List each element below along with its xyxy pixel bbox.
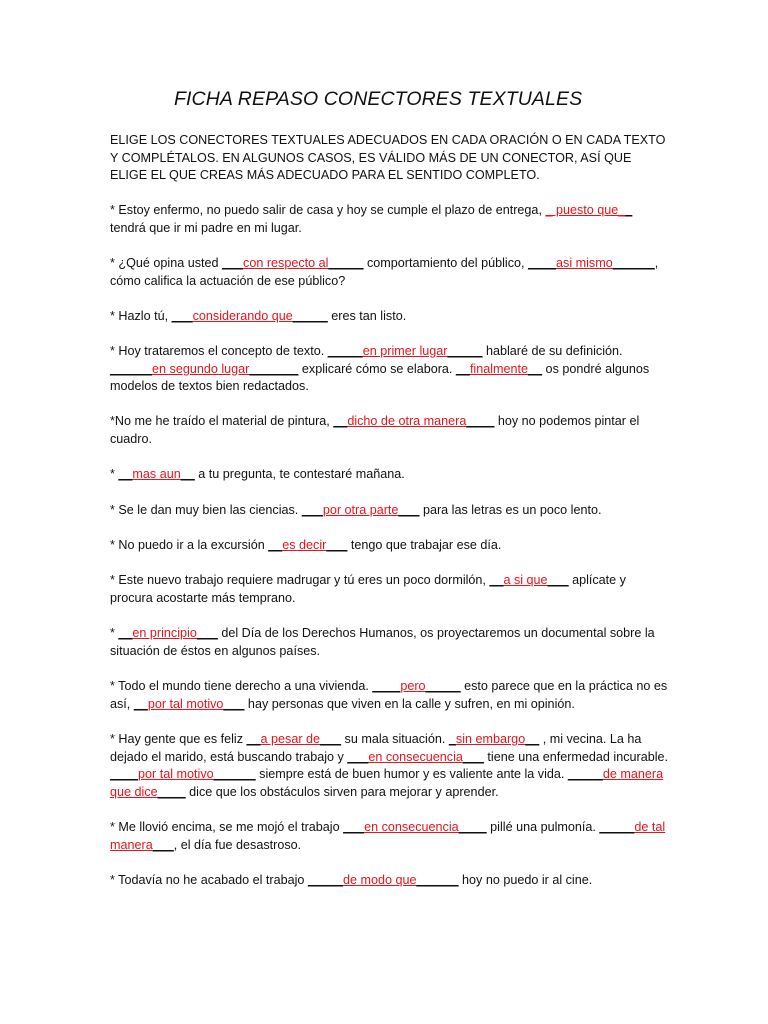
answer-blank: en consecuencia — [368, 749, 463, 764]
exercise-text: * Hoy trataremos el concepto de texto. — [110, 344, 328, 358]
answer-blank: sin embargo — [455, 732, 526, 746]
exercise-text: eres tan listo. — [327, 309, 407, 323]
exercise-text: hoy no puedo ir al cine. — [458, 873, 593, 887]
exercise-text: * Este nuevo trabajo requiere madrugar y tú eres un poco dormilón, — [110, 573, 490, 587]
exercise-text: * No puedo ir a la excursión — [110, 538, 269, 552]
blank-line: _____ — [292, 309, 328, 323]
answer-blank: es decir — [282, 538, 327, 552]
blank-line: ____ — [110, 767, 139, 782]
blank-line: ____ — [157, 784, 186, 799]
blank-line: ______ — [612, 256, 655, 270]
blank-line: ___ — [301, 503, 323, 517]
blank-line: ___ — [326, 538, 348, 552]
exercise-text: del Día de los Derechos Humanos, os proyectaremos un documental sobre la situación de éstos en algunos países. — [110, 626, 655, 658]
exercise-text: * Estoy enfermo, no puedo salir de casa y hoy se cumple el plazo de entrega, — [110, 203, 546, 217]
blank-line: _ — [448, 732, 456, 746]
exercise-text: pillé una pulmonía. — [486, 820, 600, 834]
exercise-7 — [110, 502, 670, 520]
instructions: ELIGE LOS CONECTORES TEXTUALES ADECUADOS EN CADA ORACIÓN O EN CADA TEXTO Y COMPLÉTALOS. EN ALGUNOS CASOS, ES VÁLIDO MÁS DE UN CONECTOR, ASÍ QUE ELIGE EL QUE CREAS MÁS ADECUADO PARA EL SENTIDO COMPLETO. — [110, 133, 666, 183]
answer-blank: dicho de otra manera — [347, 414, 467, 428]
blank-line: __ — [489, 573, 504, 587]
exercise-text: * Hazlo tú, — [110, 309, 172, 323]
answer-blank: de modo que — [342, 873, 417, 887]
blank-line: ___ — [547, 573, 569, 587]
answer-blank: por tal motivo — [138, 767, 214, 782]
exercise-text: aplícate y procura acostarte más temprano. — [110, 573, 626, 605]
exercise-text: os pondré algunos modelos de textos bien redactados. — [110, 361, 650, 394]
answer-blank: en segundo lugar — [152, 361, 250, 376]
exercise-text: tengo que trabajar ese día. — [347, 538, 502, 552]
answer-blank: en principio — [132, 626, 197, 640]
exercise-text: tiene una enfermedad incurable. — [483, 749, 669, 764]
blank-line: ____ — [528, 256, 557, 270]
blank-line: ___ — [320, 732, 342, 746]
answer-blank: finalmente — [469, 361, 529, 376]
blank-line: ____ — [372, 679, 401, 693]
exercise-text: , cómo califica la actuación de ese público? — [110, 256, 659, 288]
blank-line: _____ — [307, 873, 343, 887]
blank-line: __ — [333, 414, 348, 428]
answer-blank: por tal motivo — [147, 696, 224, 711]
blank-line: _______ — [249, 361, 299, 376]
exercise-text: * Hay gente que es feliz — [110, 732, 247, 746]
exercise-6 — [110, 466, 670, 484]
blank-line: ___ — [152, 837, 174, 852]
blank-line: __ — [118, 467, 133, 481]
answer-blank: pero — [400, 679, 426, 693]
blank-line: ___ — [222, 256, 244, 270]
exercise-text: a tu pregunta, te contestaré mañana. — [194, 467, 405, 481]
blank-line: _____ — [599, 820, 635, 834]
exercise-text: * Todavía no he acabado el trabajo — [110, 873, 308, 887]
answer-blank: de manera que dice — [110, 767, 664, 799]
blank-line: ___ — [343, 820, 365, 834]
exercise-4 — [110, 343, 670, 396]
blank-line: ___ — [223, 696, 245, 711]
blank-line: __ — [180, 467, 195, 481]
blank-line: __ — [525, 732, 540, 746]
exercise-text: dice que los obstáculos sirven para mejorar y aprender. — [185, 784, 499, 799]
exercise-text: hoy no podemos pintar el cuadro. — [110, 414, 640, 446]
blank-line: __ — [118, 626, 133, 640]
blank-line: __ — [133, 696, 148, 711]
exercise-text: * Me llovió encima, se me mojó el trabajo — [110, 820, 344, 834]
exercise-14 — [110, 872, 670, 890]
blank-line: ___ — [398, 503, 420, 517]
blank-line: _ — [625, 203, 633, 217]
exercise-text: su mala situación. — [341, 732, 449, 746]
exercise-8 — [110, 537, 670, 555]
blank-line: ____ — [466, 414, 495, 428]
exercise-5 — [110, 413, 670, 448]
exercise-text: siempre está de buen humor y es valiente ante la vida. — [255, 767, 568, 782]
blank-line: __ — [528, 361, 543, 376]
answer-blank: con respecto al — [243, 256, 329, 270]
blank-line: _____ — [328, 256, 364, 270]
blank-line: __ — [246, 732, 261, 746]
exercise-text: explicaré cómo se elabora. — [298, 361, 456, 376]
exercise-12 — [110, 731, 670, 801]
exercise-text: * Todo el mundo tiene derecho a una vivienda. — [110, 679, 373, 693]
blank-line: ___ — [462, 749, 484, 764]
blank-line: _____ — [425, 679, 461, 693]
blank-line: ___ — [347, 749, 369, 764]
answer-blank: mas aun — [132, 467, 181, 481]
exercise-text: hay personas que viven en la calle y sufren, en mi opinión. — [244, 696, 575, 711]
answer-blank: en consecuencia — [364, 820, 459, 834]
answer-blank: a pesar de — [260, 732, 321, 746]
exercise-text: , el día fue desastroso. — [173, 837, 302, 852]
exercise-10 — [110, 625, 670, 660]
answer-blank: a si que — [503, 573, 548, 587]
answer-blank: _ puesto que_ — [545, 203, 626, 217]
exercise-text: esto parece que en la práctica no es así, — [110, 679, 668, 711]
blank-line: _____ — [327, 344, 363, 358]
exercise-text: * — [110, 626, 119, 640]
exercise-text: *No me he traído el material de pintura, — [110, 414, 334, 428]
exercise-text: * Se le dan muy bien las ciencias. — [110, 503, 302, 517]
exercise-2 — [110, 255, 670, 290]
blank-line: ______ — [213, 767, 256, 782]
exercise-text: , mi vecina. La ha dejado el marido, está buscando trabajo y — [110, 732, 642, 764]
blank-line: __ — [455, 361, 470, 376]
blank-line: ______ — [110, 361, 153, 376]
answer-blank: de tal manera — [110, 820, 666, 852]
answer-blank: asi mismo — [556, 256, 613, 270]
blank-line: __ — [268, 538, 283, 552]
blank-line: ____ — [458, 820, 487, 834]
blank-line: ______ — [416, 873, 459, 887]
answer-blank: en primer lugar — [362, 344, 448, 358]
blank-line: ___ — [196, 626, 218, 640]
exercise-11 — [110, 678, 670, 713]
exercise-1 — [110, 202, 670, 237]
page-title: FICHA REPASO CONECTORES TEXTUALES — [174, 88, 583, 110]
exercise-text: para las letras es un poco lento. — [419, 503, 602, 517]
answer-blank: por otra parte — [322, 503, 399, 517]
exercise-text: * ¿Qué opina usted — [110, 256, 223, 270]
blank-line: ___ — [171, 309, 193, 323]
exercise-text: comportamiento del público, — [363, 256, 528, 270]
answer-blank: considerando que — [192, 309, 293, 323]
exercise-text: tendrá que ir mi padre en mi lugar. — [110, 220, 302, 235]
exercise-text: hablaré de su definición. — [482, 344, 623, 358]
exercise-13 — [110, 819, 670, 854]
exercise-text: * — [110, 467, 119, 481]
exercise-3 — [110, 308, 670, 326]
exercise-9 — [110, 572, 670, 607]
blank-line: _____ — [567, 767, 603, 782]
blank-line: _____ — [447, 344, 483, 358]
